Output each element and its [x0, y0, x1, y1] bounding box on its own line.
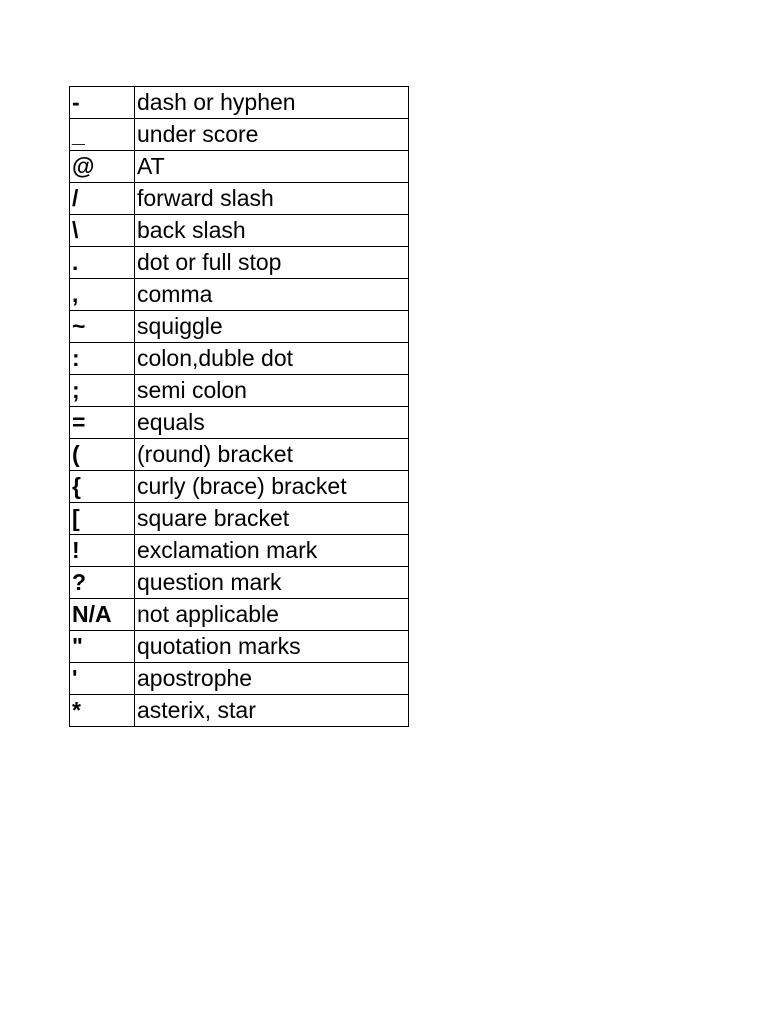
table-row	[70, 567, 409, 599]
symbol-cell: !	[70, 535, 135, 567]
table-row	[70, 695, 409, 727]
table-row	[70, 279, 409, 311]
symbol-cell: \	[70, 215, 135, 247]
symbol-cell: [	[70, 503, 135, 535]
table-row	[70, 503, 409, 535]
symbol-name-cell: exclamation mark	[135, 535, 409, 567]
table-row	[70, 471, 409, 503]
symbol-cell: :	[70, 343, 135, 375]
symbol-name-cell: dot or full stop	[135, 247, 409, 279]
symbol-name-cell: colon,duble dot	[135, 343, 409, 375]
symbol-name-cell: (round) bracket	[135, 439, 409, 471]
symbol-name-cell: asterix, star	[135, 695, 409, 727]
table-row	[70, 631, 409, 663]
symbol-name-cell: dash or hyphen	[135, 87, 409, 119]
symbol-cell: "	[70, 631, 135, 663]
symbol-name-cell: not applicable	[135, 599, 409, 631]
symbol-cell: @	[70, 151, 135, 183]
table-row	[70, 343, 409, 375]
table-row	[70, 663, 409, 695]
table-row	[70, 183, 409, 215]
symbol-name-cell: squiggle	[135, 311, 409, 343]
symbol-name-cell: quotation marks	[135, 631, 409, 663]
table-row	[70, 535, 409, 567]
symbol-cell: .	[70, 247, 135, 279]
symbol-cell: (	[70, 439, 135, 471]
symbol-table	[69, 86, 409, 727]
symbol-cell: N/A	[70, 599, 135, 631]
table-row	[70, 311, 409, 343]
symbol-cell: -	[70, 87, 135, 119]
symbol-cell: *	[70, 695, 135, 727]
symbol-cell: =	[70, 407, 135, 439]
table-row	[70, 407, 409, 439]
symbol-name-cell: question mark	[135, 567, 409, 599]
symbol-cell: ~	[70, 311, 135, 343]
symbol-name-cell: comma	[135, 279, 409, 311]
symbol-name-cell: semi colon	[135, 375, 409, 407]
symbol-name-cell: forward slash	[135, 183, 409, 215]
table-row	[70, 87, 409, 119]
symbol-table-body	[70, 87, 409, 727]
symbol-cell: ;	[70, 375, 135, 407]
symbol-name-cell: square bracket	[135, 503, 409, 535]
symbol-cell: '	[70, 663, 135, 695]
symbol-cell: {	[70, 471, 135, 503]
table-row	[70, 375, 409, 407]
symbol-name-cell: AT	[135, 151, 409, 183]
symbol-cell: _	[70, 119, 135, 151]
symbol-cell: /	[70, 183, 135, 215]
symbol-name-cell: apostrophe	[135, 663, 409, 695]
table-row	[70, 151, 409, 183]
symbol-name-cell: curly (brace) bracket	[135, 471, 409, 503]
table-row	[70, 439, 409, 471]
symbol-cell: ?	[70, 567, 135, 599]
symbol-cell: ,	[70, 279, 135, 311]
symbol-name-cell: under score	[135, 119, 409, 151]
symbol-name-cell: equals	[135, 407, 409, 439]
table-row	[70, 247, 409, 279]
symbol-name-cell: back slash	[135, 215, 409, 247]
table-row	[70, 119, 409, 151]
table-row	[70, 215, 409, 247]
table-row	[70, 599, 409, 631]
